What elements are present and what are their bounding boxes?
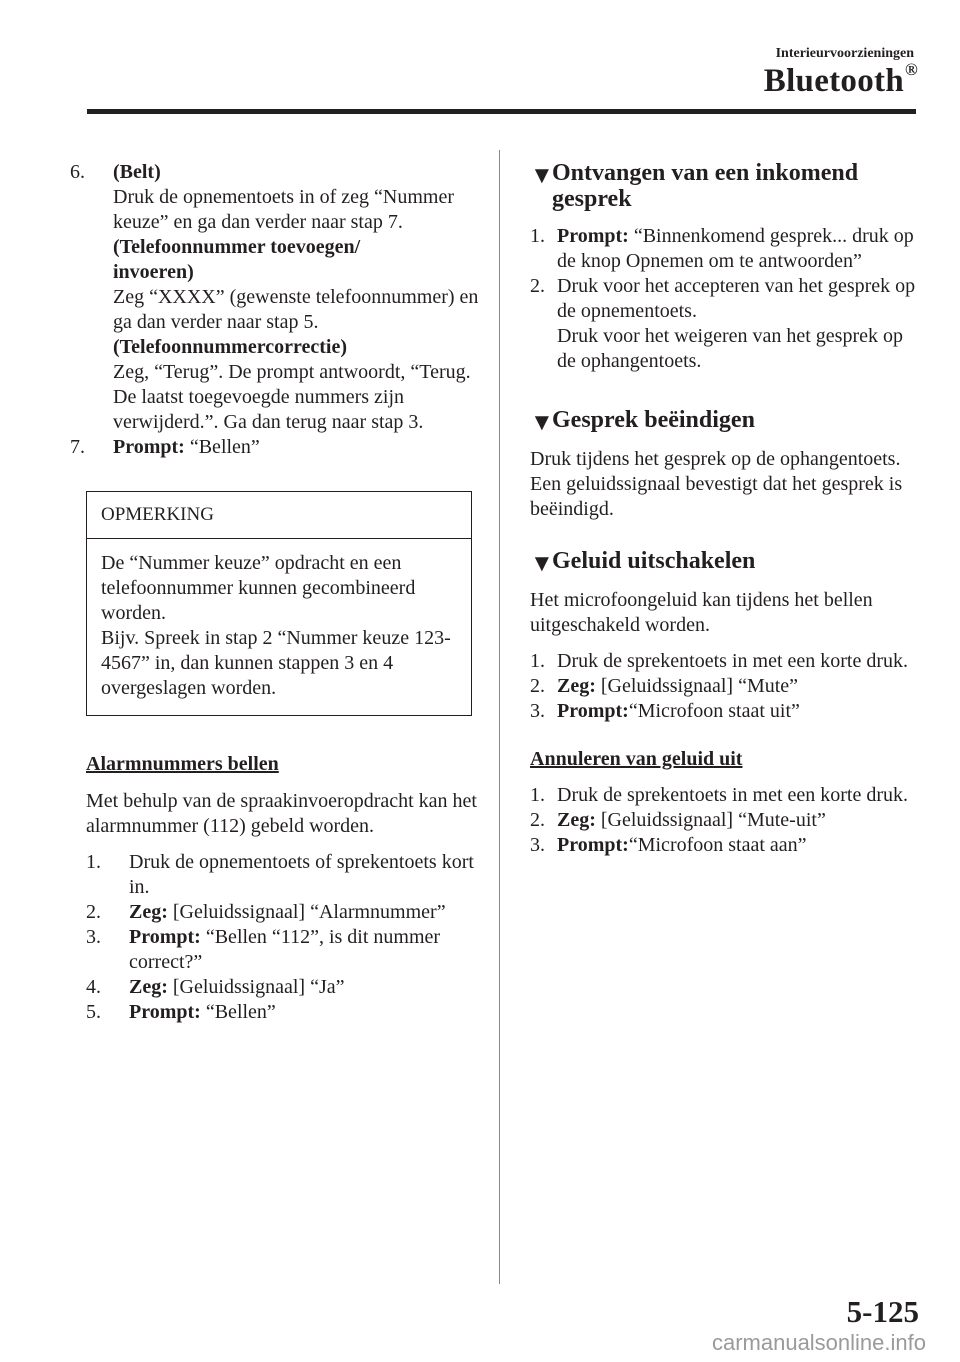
triangle-down-icon: ▼ [530,551,554,577]
mute-heading-text: Geluid uitschakelen [552,548,756,574]
step-number: 2. [530,675,545,697]
belt-text: Druk de opnementoets in of zeg “Nummer keuze” en ga dan verder naar stap 7. [113,186,455,233]
list-item [530,833,920,858]
column-divider [499,150,500,1284]
left-column [70,160,480,1025]
step-number: 5. [86,1001,101,1023]
list-item [530,224,920,274]
step-label: Zeg: [557,809,596,831]
step-number: 3. [86,926,101,948]
step-label: Prompt: [557,225,629,247]
step-text: Druk de opnementoets of sprekentoets kort in. [129,851,474,898]
mute-heading [530,548,920,577]
step-text: [Geluidssignaal] “Mute-uit” [595,809,826,831]
end-heading [530,407,920,436]
page-title [764,60,918,100]
unmute-heading: Annuleren van geluid uit [530,748,743,770]
mute-intro: Het microfoongeluid kan tijdens het bellen uitgeschakeld worden. [530,589,873,636]
correction-label: (Telefoonnummercorrectie) [113,336,347,358]
unmute-steps [530,783,920,858]
step-number: 7. [70,436,85,458]
note-title: OPMERKING [87,492,471,539]
alarm-heading: Alarmnummers bellen [86,753,279,775]
step-text: “Bellen “112”, is dit nummer correct?” [129,926,441,973]
step-number: 2. [530,275,545,297]
step-label: Zeg: [129,901,168,923]
chapter-title: Interieurvoorzieningen [775,46,914,61]
belt-label: (Belt) [113,161,161,183]
step-number: 1. [530,225,545,247]
prompt-text: “Bellen” [184,436,260,458]
page-number: 5-125 [846,1294,919,1329]
step-7 [70,435,480,460]
watermark: carmanualsonline.info [711,1330,926,1355]
incoming-heading-text: Ontvangen van een inkomend gesprek [552,160,859,212]
note-line-2: Bijv. Spreek in stap 2 “Nummer keuze 123-4567” in, dan kunnen stappen 3 en 4 overgeslagen worden. [101,627,451,699]
step-text: [Geluidssignaal] “Mute” [595,675,799,697]
step-number: 1. [530,784,545,806]
page-title-text: Bluetooth [763,63,904,99]
incoming-steps [530,224,920,374]
note-box [86,491,472,716]
list-item [86,1000,480,1025]
list-item [86,900,480,925]
list-item [530,674,920,699]
note-body [87,539,471,715]
list-item [530,808,920,833]
end-heading-text: Gesprek beëindigen [552,407,755,433]
step-text: “Microfoon staat uit” [628,700,800,722]
step-text: [Geluidssignaal] “Ja” [167,976,345,998]
step-number: 1. [86,851,101,873]
add-number-label: (Telefoonnummer toevoegen/ invoeren) [113,236,361,283]
step-text: “Microfoon staat aan” [628,834,807,856]
alarm-steps [86,850,480,1025]
header-rule [87,109,916,114]
step-number: 2. [86,901,101,923]
step-text: Druk de sprekentoets in met een korte druk. [557,650,909,672]
list-item [86,925,480,975]
step-label: Prompt: [129,926,201,948]
step-label: Prompt: [129,1001,201,1023]
step-text: Druk voor het accepteren van het gesprek op de opnementoets. [557,275,916,322]
alarm-intro: Met behulp van de spraakinvoeropdracht kan het alarmnummer (112) gebeld worden. [86,790,477,837]
step-number: 4. [86,976,101,998]
add-number-text: Zeg “XXXX” (gewenste telefoonnummer) en ga dan verder naar stap 5. [113,286,479,333]
list-item [530,783,920,808]
step-label: Prompt: [557,700,629,722]
correction-text: Zeg, “Terug”. De prompt antwoordt, “Terug. De laatst toegevoegde nummers zijn verwijderd.”. Ga dan terug naar stap 3. [113,361,471,433]
step-text: “Bellen” [200,1001,276,1023]
step-number: 1. [530,650,545,672]
end-text: Druk tijdens het gesprek op de ophangentoets. Een geluidssignaal bevestigt dat het gesprek is beëindigd. [530,448,903,520]
mute-steps [530,649,920,724]
list-item [86,975,480,1000]
step-6 [70,160,480,435]
step-number: 3. [530,834,545,856]
step-text: [Geluidssignaal] “Alarmnummer” [167,901,446,923]
step-text: Druk de sprekentoets in met een korte druk. [557,784,909,806]
list-item [86,850,480,900]
step-label: Zeg: [129,976,168,998]
triangle-down-icon: ▼ [530,163,554,189]
step-number: 3. [530,700,545,722]
note-line-1: De “Nummer keuze” opdracht en een telefoonnummer kunnen gecombineerd worden. [101,552,416,624]
step-label: Zeg: [557,675,596,697]
prompt-label: Prompt: [113,436,185,458]
step-number: 2. [530,809,545,831]
step-label: Prompt: [557,834,629,856]
list-item [530,699,920,724]
step-text-2: Druk voor het weigeren van het gesprek op de ophangentoets. [557,325,903,372]
step-number: 6. [70,161,85,183]
list-item [530,649,920,674]
right-column [530,160,920,858]
step-text: “Binnenkomend gesprek... druk op de knop Opnemen om te antwoorden” [557,225,914,272]
list-item [530,274,920,374]
incoming-heading [530,160,920,212]
triangle-down-icon: ▼ [530,410,554,436]
registered-mark: ® [904,60,918,79]
